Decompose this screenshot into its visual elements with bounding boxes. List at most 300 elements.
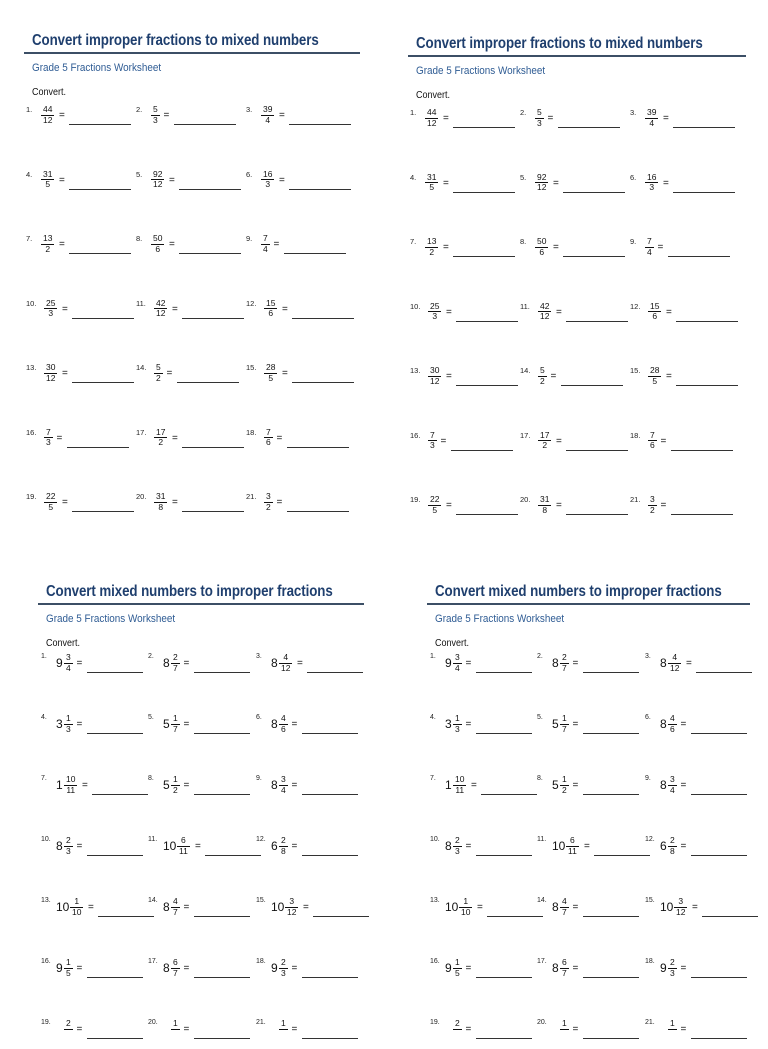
answer-blank[interactable] <box>453 127 515 128</box>
fraction <box>172 714 179 734</box>
denominator: 5 <box>268 372 274 383</box>
numerator: 4 <box>672 652 678 662</box>
fraction <box>155 492 166 512</box>
answer-blank[interactable] <box>583 977 639 978</box>
answer-blank[interactable] <box>673 127 735 128</box>
answer-blank[interactable] <box>594 855 650 856</box>
answer-blank[interactable] <box>566 514 628 515</box>
numerator: 42 <box>156 297 166 308</box>
answer-blank[interactable] <box>561 385 623 386</box>
denominator: 6 <box>539 246 545 257</box>
answer-blank[interactable] <box>182 447 244 448</box>
problem-number: 8. <box>136 234 143 243</box>
answer-blank[interactable] <box>284 253 346 254</box>
denominator: 2 <box>650 504 655 515</box>
fraction <box>155 428 166 448</box>
problem-9 <box>645 775 755 805</box>
problem-number: 7. <box>41 775 47 782</box>
problem-number: 2. <box>520 108 527 117</box>
answer-blank[interactable] <box>476 672 532 673</box>
equals-sign: = <box>443 177 449 189</box>
problem-14 <box>537 897 647 927</box>
denominator: 2 <box>429 246 435 257</box>
answer-blank[interactable] <box>583 794 639 795</box>
fraction-bar <box>171 1029 180 1030</box>
problem-number: 5. <box>520 172 527 182</box>
problem-number: 10. <box>26 298 37 308</box>
equals-sign: = <box>657 242 664 253</box>
denominator: 12 <box>156 308 166 319</box>
answer-blank[interactable] <box>476 977 532 978</box>
problem-12 <box>630 302 740 332</box>
fraction <box>65 958 72 978</box>
problem-number: 5. <box>148 714 154 721</box>
fraction <box>454 775 465 795</box>
problem-number: 18. <box>645 958 655 965</box>
problem-16 <box>430 958 540 988</box>
fraction <box>280 775 287 795</box>
numerator: 44 <box>43 104 53 114</box>
denominator: 3 <box>281 967 286 978</box>
equals-sign: = <box>680 1024 687 1035</box>
problem-number: 16. <box>26 427 37 437</box>
equals-sign: = <box>446 371 452 382</box>
answer-blank[interactable] <box>583 733 639 734</box>
answer-blank[interactable] <box>476 855 532 856</box>
equals-sign: = <box>276 432 283 444</box>
problem-number: 19. <box>41 1019 51 1026</box>
fraction <box>454 958 461 978</box>
equals-sign: = <box>291 719 298 730</box>
whole-number: 8 <box>445 839 452 853</box>
whole-number: 9 <box>445 961 452 975</box>
fraction <box>265 299 276 319</box>
whole-number: 8 <box>552 656 559 670</box>
equals-sign: = <box>169 174 175 186</box>
denominator: 7 <box>173 662 178 673</box>
problem-16 <box>410 431 520 461</box>
numerator: 31 <box>540 494 550 504</box>
answer-blank[interactable] <box>476 1038 532 1039</box>
denominator: 4 <box>66 662 71 673</box>
numerator: 1 <box>455 957 460 967</box>
answer-blank[interactable] <box>69 253 131 254</box>
numerator: 3 <box>281 774 286 784</box>
equals-sign: = <box>443 242 449 253</box>
numerator: 3 <box>455 652 460 662</box>
problem-number: 2. <box>537 653 543 660</box>
problem-14 <box>148 897 258 927</box>
answer-blank[interactable] <box>691 977 747 978</box>
equals-sign: = <box>172 497 178 508</box>
equals-sign: = <box>291 841 298 852</box>
problem-1 <box>430 653 540 683</box>
answer-blank[interactable] <box>676 321 738 322</box>
problem-17 <box>148 958 258 988</box>
problem-13 <box>410 366 520 396</box>
answer-blank[interactable] <box>481 794 537 795</box>
fraction <box>172 775 179 795</box>
answer-blank[interactable] <box>453 256 515 257</box>
answer-blank[interactable] <box>292 382 354 383</box>
fraction <box>561 714 568 734</box>
answer-blank[interactable] <box>302 977 358 978</box>
equals-sign: = <box>550 371 557 382</box>
equals-sign: = <box>183 658 190 669</box>
denominator: 7 <box>562 967 567 978</box>
fraction <box>262 170 273 190</box>
numerator: 39 <box>263 104 273 114</box>
equals-sign: = <box>553 242 559 253</box>
fraction-bar <box>668 1029 677 1030</box>
answer-blank[interactable] <box>673 192 735 193</box>
fraction-bar <box>279 1029 288 1030</box>
numerator: 15 <box>266 297 276 308</box>
equals-sign: = <box>76 1024 83 1035</box>
equals-sign: = <box>443 113 449 124</box>
answer-blank[interactable] <box>302 733 358 734</box>
answer-blank[interactable] <box>289 124 351 125</box>
fraction <box>561 897 568 917</box>
fraction <box>152 105 159 125</box>
fraction <box>675 897 686 917</box>
answer-blank[interactable] <box>87 733 143 734</box>
answer-blank[interactable] <box>72 382 134 383</box>
equals-sign: = <box>465 1024 472 1035</box>
numerator: 15 <box>650 300 660 311</box>
problem-18 <box>645 958 755 988</box>
answer-blank[interactable] <box>182 318 244 319</box>
fraction <box>280 1019 287 1030</box>
answer-blank[interactable] <box>69 124 131 125</box>
fraction <box>42 170 53 190</box>
equals-sign: = <box>553 177 559 189</box>
answer-blank[interactable] <box>566 321 628 322</box>
problem-number: 20. <box>148 1019 158 1026</box>
answer-blank[interactable] <box>289 189 351 190</box>
equals-sign: = <box>279 174 285 186</box>
fraction <box>65 775 76 795</box>
denominator: 6 <box>670 723 675 734</box>
answer-blank[interactable] <box>69 189 131 190</box>
problem-number: 17. <box>148 958 158 965</box>
equals-sign: = <box>572 658 579 669</box>
answer-blank[interactable] <box>182 511 244 512</box>
fraction <box>426 173 437 193</box>
answer-blank[interactable] <box>563 192 625 193</box>
answer-blank[interactable] <box>302 855 358 856</box>
numerator: 7 <box>647 236 652 246</box>
problem-number: 13. <box>430 897 440 904</box>
answer-blank[interactable] <box>87 1038 143 1039</box>
problem-10 <box>41 836 151 866</box>
answer-blank[interactable] <box>292 318 354 319</box>
fraction <box>152 234 163 254</box>
equals-sign: = <box>166 368 173 379</box>
answer-blank[interactable] <box>179 253 241 254</box>
problem-number: 9. <box>645 775 651 782</box>
problem-number: 3. <box>630 108 637 117</box>
numerator: 1 <box>562 1018 567 1028</box>
answer-blank[interactable] <box>583 916 639 917</box>
whole-number: 9 <box>56 656 63 670</box>
answer-blank[interactable] <box>563 256 625 257</box>
fraction <box>429 302 440 322</box>
answer-blank[interactable] <box>671 450 733 451</box>
denominator: 2 <box>158 437 164 448</box>
answer-blank[interactable] <box>205 855 261 856</box>
numerator: 50 <box>537 236 547 246</box>
problem-number: 1. <box>410 108 417 117</box>
answer-blank[interactable] <box>98 916 154 917</box>
problem-number: 3. <box>246 105 253 114</box>
answer-blank[interactable] <box>583 672 639 673</box>
answer-blank[interactable] <box>702 916 758 917</box>
problem-number: 4. <box>26 169 33 179</box>
numerator: 28 <box>266 362 276 372</box>
answer-blank[interactable] <box>194 733 250 734</box>
worksheet-title: Convert mixed numbers to improper fractions <box>46 583 333 600</box>
equals-sign: = <box>183 1024 190 1035</box>
equals-sign: = <box>556 306 562 318</box>
numerator: 1 <box>66 713 71 723</box>
answer-blank[interactable] <box>558 127 620 128</box>
numerator: 13 <box>43 233 53 243</box>
denominator: 10 <box>72 906 82 917</box>
whole-number: 10 <box>660 900 674 914</box>
fraction <box>172 1019 179 1030</box>
equals-sign: = <box>282 368 288 379</box>
equals-sign: = <box>56 432 63 444</box>
numerator: 39 <box>647 107 657 117</box>
worksheet-title: Convert improper fractions to mixed numbers <box>32 32 319 49</box>
denominator: 7 <box>173 723 178 734</box>
numerator: 1 <box>562 713 567 723</box>
answer-blank[interactable] <box>92 794 148 795</box>
numerator: 2 <box>66 1018 71 1028</box>
numerator: 22 <box>430 494 440 504</box>
answer-blank[interactable] <box>179 189 241 190</box>
answer-blank[interactable] <box>691 733 747 734</box>
problem-11 <box>136 299 246 329</box>
answer-blank[interactable] <box>87 855 143 856</box>
problem-number: 21. <box>645 1019 655 1026</box>
denominator: 12 <box>43 114 53 125</box>
numerator: 3 <box>650 494 655 504</box>
answer-blank[interactable] <box>302 794 358 795</box>
problem-19 <box>410 495 520 525</box>
answer-blank[interactable] <box>72 511 134 512</box>
problem-19 <box>26 492 136 522</box>
equals-sign: = <box>663 113 669 124</box>
numerator: 92 <box>153 168 163 179</box>
problem-number: 11. <box>520 301 530 311</box>
fraction <box>280 714 287 734</box>
answer-blank[interactable] <box>194 916 250 917</box>
denominator: 3 <box>537 117 542 128</box>
problem-number: 20. <box>537 1019 547 1026</box>
equals-sign: = <box>291 963 298 974</box>
problem-6 <box>630 173 740 203</box>
fraction <box>286 897 297 917</box>
problem-3 <box>630 108 740 138</box>
answer-blank[interactable] <box>691 1038 747 1039</box>
denominator: 10 <box>461 906 471 917</box>
answer-blank[interactable] <box>456 514 518 515</box>
answer-blank[interactable] <box>194 1038 250 1039</box>
answer-blank[interactable] <box>583 1038 639 1039</box>
denominator: 8 <box>542 504 548 515</box>
denominator: 6 <box>650 440 655 451</box>
equals-sign: = <box>195 841 201 852</box>
answer-blank[interactable] <box>67 447 129 448</box>
fraction-bar <box>453 1029 462 1030</box>
denominator: 11 <box>179 845 188 856</box>
problem-6 <box>246 170 356 200</box>
answer-blank[interactable] <box>696 672 752 673</box>
whole-number: 1 <box>445 778 452 792</box>
problem-number: 1. <box>26 105 33 114</box>
denominator: 2 <box>562 784 567 795</box>
whole-number: 1 <box>56 778 63 792</box>
fraction <box>561 958 568 978</box>
problem-number: 16. <box>430 958 440 965</box>
answer-blank[interactable] <box>194 977 250 978</box>
answer-blank[interactable] <box>487 916 543 917</box>
problem-3 <box>256 653 366 683</box>
title-divider <box>38 603 364 605</box>
numerator: 50 <box>153 233 163 243</box>
answer-blank[interactable] <box>87 672 143 673</box>
answer-blank[interactable] <box>302 1038 358 1039</box>
fraction-bar <box>64 1029 73 1030</box>
fraction <box>152 170 163 190</box>
answer-blank[interactable] <box>313 916 369 917</box>
problem-15 <box>645 897 755 927</box>
fraction <box>172 653 179 673</box>
problem-number: 20. <box>136 492 147 501</box>
denominator: 4 <box>265 114 271 125</box>
whole-number: 8 <box>552 900 559 914</box>
equals-sign: = <box>446 500 452 511</box>
denominator: 2 <box>173 784 178 795</box>
numerator: 4 <box>173 896 178 906</box>
equals-sign: = <box>172 303 178 315</box>
fraction <box>172 958 179 978</box>
whole-number: 8 <box>56 839 63 853</box>
whole-number: 8 <box>163 656 170 670</box>
fraction <box>646 108 657 128</box>
problem-1 <box>41 653 151 683</box>
problem-number: 3. <box>256 653 262 660</box>
problem-11 <box>537 836 647 866</box>
answer-blank[interactable] <box>72 318 134 319</box>
problem-number: 12. <box>645 836 655 843</box>
problem-15 <box>246 363 356 393</box>
answer-blank[interactable] <box>174 124 236 125</box>
equals-sign: = <box>666 306 672 318</box>
denominator: 2 <box>156 372 161 383</box>
denominator: 4 <box>281 784 286 795</box>
problem-number: 12. <box>246 298 257 308</box>
problem-3 <box>645 653 755 683</box>
problem-number: 11. <box>537 836 547 843</box>
denominator: 4 <box>455 662 460 673</box>
fraction <box>561 653 568 673</box>
problem-9 <box>246 234 356 264</box>
equals-sign: = <box>273 239 280 250</box>
denominator: 2 <box>45 243 51 254</box>
denominator: 7 <box>173 967 178 978</box>
problem-number: 18. <box>630 430 641 440</box>
denominator: 7 <box>562 906 567 917</box>
equals-sign: = <box>76 719 83 730</box>
denominator: 12 <box>46 372 56 383</box>
answer-blank[interactable] <box>456 385 518 386</box>
fraction <box>45 299 56 319</box>
title-divider <box>408 55 746 57</box>
equals-sign: = <box>183 780 190 791</box>
numerator: 5 <box>156 362 161 372</box>
answer-blank[interactable] <box>194 794 250 795</box>
denominator: 12 <box>670 662 680 673</box>
answer-blank[interactable] <box>307 672 363 673</box>
problem-number: 2. <box>136 105 143 114</box>
answer-blank[interactable] <box>453 192 515 193</box>
fraction <box>280 958 287 978</box>
problem-number: 14. <box>136 363 147 372</box>
denominator: 5 <box>66 967 71 978</box>
denominator: 12 <box>281 662 291 673</box>
equals-sign: = <box>572 719 579 730</box>
answer-blank[interactable] <box>691 855 747 856</box>
answer-blank[interactable] <box>287 447 349 448</box>
answer-blank[interactable] <box>456 321 518 322</box>
equals-sign: = <box>183 719 190 730</box>
answer-blank[interactable] <box>676 385 738 386</box>
equals-sign: = <box>556 435 562 447</box>
problem-number: 19. <box>26 492 37 501</box>
answer-blank[interactable] <box>476 733 532 734</box>
answer-blank[interactable] <box>691 794 747 795</box>
problem-number: 21. <box>246 492 257 501</box>
problem-number: 14. <box>148 897 158 904</box>
problem-number: 10. <box>410 301 421 311</box>
equals-sign: = <box>471 780 477 791</box>
answer-blank[interactable] <box>87 977 143 978</box>
equals-sign: = <box>62 497 68 508</box>
answer-blank[interactable] <box>451 450 513 451</box>
answer-blank[interactable] <box>671 514 733 515</box>
fraction <box>567 836 578 856</box>
answer-blank[interactable] <box>668 256 730 257</box>
answer-blank[interactable] <box>287 511 349 512</box>
problem-18 <box>256 958 366 988</box>
numerator: 1 <box>173 713 178 723</box>
answer-blank[interactable] <box>194 672 250 673</box>
equals-sign: = <box>163 110 170 121</box>
problem-5 <box>520 173 630 203</box>
equals-sign: = <box>169 239 175 250</box>
denominator: 3 <box>48 308 54 319</box>
fraction <box>669 836 676 856</box>
problem-number: 13. <box>41 897 51 904</box>
answer-blank[interactable] <box>177 382 239 383</box>
denominator: 3 <box>670 967 675 978</box>
answer-blank[interactable] <box>566 450 628 451</box>
fraction-bar <box>560 1029 569 1030</box>
equals-sign: = <box>660 500 667 511</box>
